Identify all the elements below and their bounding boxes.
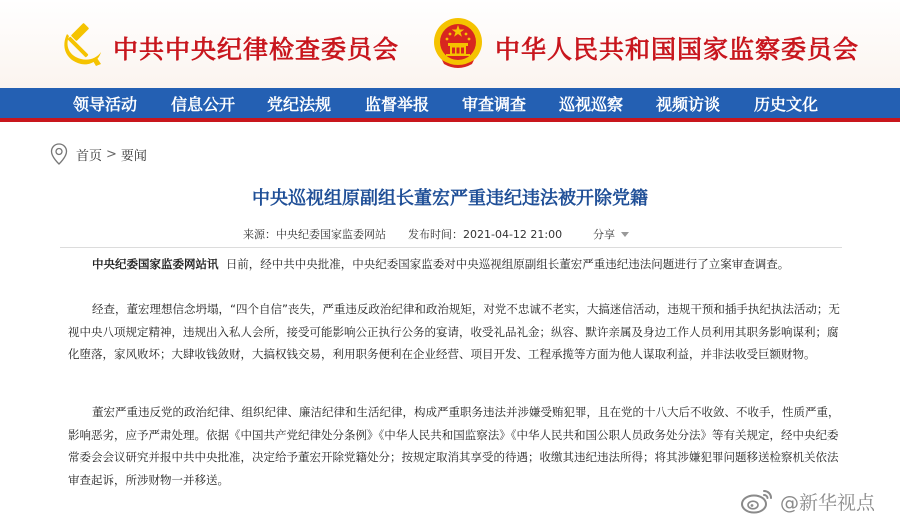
- share-button[interactable]: [593, 226, 629, 242]
- article-paragraph-3: 董宏严重违反党的政治纪律、组织纪律、廉洁纪律和生活纪律，构成严重职务违法并涉嫌受贿犯罪，且在党的十八大后不收敛、不收手，性质严重，影响恶劣，应予严肃处理。依据《中国共产党纪律处分条例》《中华人民共和国监察法》《中华人民共和国公职人员政务处分法》等有关规定，经中央纪委常委会会议研究并报中共中央批准，决定给予董宏开除党籍处分；按规定取消其享受的待遇；收缴其违纪违法所得；将其涉嫌犯罪问题移送检察机关依法审查起诉，所涉财物一并移送。: [68, 405, 840, 487]
- source-value: 中央纪委国家监委网站: [276, 228, 386, 241]
- nav-item-inspection[interactable]: 巡视巡察: [559, 95, 624, 114]
- watermark: [740, 487, 875, 515]
- nav-item-info-disclosure[interactable]: 信息公开: [171, 95, 236, 114]
- article-paragraph-2: 经查，董宏理想信念坍塌，“四个自信”丧失，严重违反政治纪律和政治规矩，对党不忠诚不老实，大搞迷信活动，违规干预和插手执纪执法活动；无视中央八项规定精神，违规出入私人会所，接受可能影响公正执行公务的宴请，收受礼品礼金；纵容、默许亲属及身边工作人员利用其职务影响谋利；腐化堕落，家风败坏；大肆收钱敛财，大搞权钱交易，利用职务便利在企业经营、项目开发、工程承揽等方面为他人谋取利益，并非法收受巨额财物。: [68, 302, 840, 361]
- publish-time-label: 发布时间：: [408, 228, 463, 241]
- meta-divider: [60, 247, 842, 248]
- breadcrumb-separator: >: [106, 146, 117, 162]
- article-paragraph-1: [68, 253, 840, 276]
- nav-item-report[interactable]: 监督举报: [365, 95, 430, 114]
- national-emblem-icon: [432, 16, 484, 70]
- publish-time-value: 2021-04-12 21:00: [463, 227, 563, 241]
- location-pin-icon: [50, 143, 68, 165]
- breadcrumb-current[interactable]: 要闻: [120, 148, 147, 164]
- chevron-down-icon: [621, 232, 629, 237]
- article-title: 中央巡视组原副组长董宏严重违纪违法被开除党籍: [252, 188, 648, 209]
- paragraph-source: 中央纪委国家监委网站讯: [92, 257, 219, 271]
- weibo-icon: [740, 487, 774, 515]
- nav-item-investigation[interactable]: 审查调查: [462, 95, 527, 114]
- hammer-sickle-icon: [55, 20, 105, 70]
- nav-item-regulations[interactable]: 党纪法规: [267, 95, 332, 114]
- watermark-text: @新华视点: [780, 491, 876, 514]
- nsc-title: 中华人民共和国国家监察委员会: [495, 35, 860, 64]
- source-label: 来源：: [243, 228, 276, 241]
- nav-item-videos[interactable]: 视频访谈: [656, 95, 721, 114]
- paragraph-1-text: 日前，经中共中央批准，中央纪委国家监委对中央巡视组原副组长董宏严重违纪违法问题进行了立案审查调查。: [225, 257, 790, 271]
- article-meta: [243, 226, 562, 242]
- nav-item-history[interactable]: 历史文化: [754, 95, 819, 114]
- breadcrumb: [50, 143, 147, 165]
- share-label: 分享: [593, 228, 615, 241]
- site-header: [0, 0, 900, 88]
- nav-item-leadership[interactable]: 领导活动: [73, 95, 138, 114]
- main-nav: [0, 88, 900, 122]
- cpc-ccdi-title: 中共中央纪律检查委员会: [113, 35, 400, 64]
- breadcrumb-home-link[interactable]: 首页: [76, 148, 103, 164]
